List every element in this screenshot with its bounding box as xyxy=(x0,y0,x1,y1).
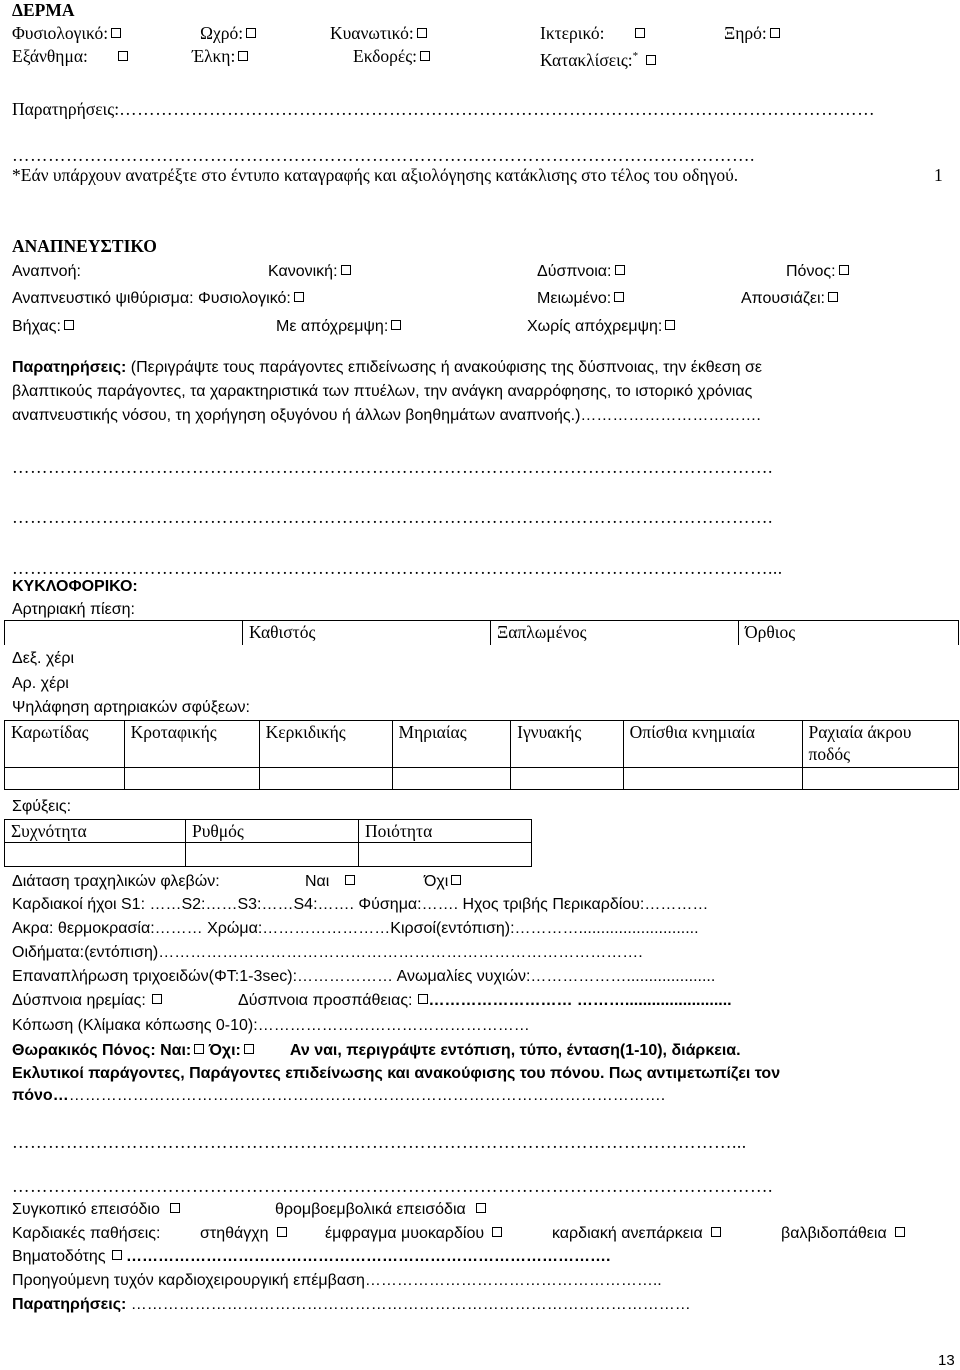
table-cell[interactable] xyxy=(5,621,243,645)
bp-right-arm-label: Δεξ. χέρι xyxy=(12,650,75,667)
chest-pain-notes-dots[interactable]: ………………………………………………………………………………………………………………. xyxy=(12,1176,773,1196)
bp-left-arm-label: Αρ. χέρι xyxy=(12,675,69,692)
angina-checkbox[interactable] xyxy=(277,1227,287,1237)
jvd-yes-option[interactable]: Ναι xyxy=(305,871,355,893)
respiratory-notes-line2: βλαπτικούς παράγοντες, τα χαρακτηριστικά των πτυέλων, την ανάγκη αναρρόφησης, το ιστορικό χρόνιας xyxy=(12,383,753,400)
pacemaker-option[interactable]: Βηματοδότης ………………………………………………………………………………. xyxy=(12,1248,611,1265)
skin-normal-checkbox[interactable] xyxy=(111,28,121,38)
table-row xyxy=(5,820,532,843)
dyspnea-checkbox[interactable] xyxy=(615,265,625,275)
valve-disease-option[interactable]: βαλβιδοπάθεια xyxy=(781,1223,905,1245)
footnote-reference: 1 xyxy=(934,165,943,185)
bp-header-standing: Όρθιος xyxy=(739,621,959,645)
cough-checkbox[interactable] xyxy=(64,320,74,330)
derma-heading: ΔΕΡΜΑ xyxy=(12,0,75,20)
table-row xyxy=(5,621,959,645)
pulse-posterior-tibial-header: Οπίσθια κνημιαία xyxy=(623,721,802,768)
respiratory-heading: ΑΝΑΠΝΕΥΣΤΙΚΟ xyxy=(12,236,157,256)
cardiac-surgery-line[interactable]: Προηγούμενη τυχόν καρδιοχειρουργική επέμβαση……………………………………………….. xyxy=(12,1272,662,1289)
asterisk-mark: * xyxy=(632,50,639,62)
ulcers-checkbox[interactable] xyxy=(238,51,248,61)
pressure-ulcers-checkbox[interactable] xyxy=(646,55,656,65)
table-cell[interactable] xyxy=(5,843,186,867)
dyspnea-rest-option[interactable]: Δύσπνοια ηρεμίας: xyxy=(12,990,162,1012)
heart-failure-checkbox[interactable] xyxy=(711,1227,721,1237)
derma-notes-line[interactable]: Παρατηρήσεις:……………………………………………………………………………………………………………… xyxy=(12,99,876,119)
respiratory-notes-dots[interactable]: ………………………………………………………………………………………………………………... xyxy=(12,558,783,578)
pressure-ulcers-option[interactable]: Κατακλίσεις:* xyxy=(540,45,656,71)
bp-header-sitting: Καθιστός xyxy=(243,621,491,645)
skin-jaundiced-checkbox[interactable] xyxy=(635,28,645,38)
pain-option[interactable]: Πόνος: xyxy=(786,261,849,283)
heart-failure-option[interactable]: καρδιακή ανεπάρκεια xyxy=(552,1223,721,1245)
valve-disease-checkbox[interactable] xyxy=(895,1227,905,1237)
table-cell[interactable] xyxy=(186,843,359,867)
table-cell[interactable] xyxy=(5,768,125,790)
pressure-ulcer-footnote: *Εάν υπάρχουν ανατρέξτε στο έντυπο καταγραφής και αξιολόγησης κατάκλισης στο τέλος του οδηγού. xyxy=(12,165,739,185)
pulse-palpation-label: Ψηλάφηση αρτηριακών σφύξεων: xyxy=(12,699,250,716)
dyspnea-option[interactable]: Δύσπνοια: xyxy=(537,261,625,283)
circulatory-remarks-line[interactable]: Παρατηρήσεις: …………………………………………………………………………………………… xyxy=(12,1296,691,1313)
pulse-rhythm-header: Ρυθμός xyxy=(186,820,359,843)
dry-cough-checkbox[interactable] xyxy=(665,320,675,330)
dyspnea-effort-option[interactable]: Δύσπνοια προσπάθειας: ……………………… ………........................ xyxy=(238,992,732,1009)
chest-pain-factors: Εκλυτικοί παράγοντες, Παράγοντες επιδείνωσης και ανακούφισης του πόνου. Πως αντιμετωπίζει τον xyxy=(12,1065,781,1082)
pain-checkbox[interactable] xyxy=(839,265,849,275)
ulcers-option[interactable]: Έλκη: xyxy=(192,45,248,67)
mi-option[interactable]: έμφραγμα μυοκαρδίου xyxy=(325,1223,502,1245)
thromboembolic-option[interactable]: θρομβοεμβολικά επεισόδια xyxy=(275,1199,486,1221)
pulse-dorsalis-pedis-header: Ραχιαία άκρου ποδός xyxy=(802,721,958,768)
angina-option[interactable]: στηθάγχη xyxy=(200,1223,287,1245)
skin-cyanotic-checkbox[interactable] xyxy=(417,28,427,38)
chest-pain-line[interactable]: Θωρακικός Πόνος: Ναι: Όχι: Αν ναι, περιγράψτε εντόπιση, τύπο, ένταση(1-10), διάρκεια. xyxy=(12,1042,741,1059)
breath-sounds-absent-option[interactable]: Απουσιάζει: xyxy=(741,288,838,310)
skin-jaundiced-option[interactable]: Ικτερικό: xyxy=(540,22,645,44)
table-cell[interactable] xyxy=(259,768,392,790)
breathing-normal-option[interactable]: Κανονική: xyxy=(268,261,351,283)
respiratory-notes-dots[interactable]: ………………………………………………………………………………………………………………. xyxy=(12,457,773,477)
breath-sounds-absent-checkbox[interactable] xyxy=(828,292,838,302)
fatigue-line[interactable]: Κόπωση (Κλίμακα κόπωσης 0-10):…………………………………………… xyxy=(12,1017,530,1034)
pulse-quality-header: Ποιότητα xyxy=(359,820,532,843)
pacemaker-checkbox[interactable] xyxy=(112,1250,122,1260)
table-row xyxy=(5,843,532,867)
bp-header-lying: Ξαπλωμένος xyxy=(491,621,739,645)
pulse-femoral-header: Μηριαίας xyxy=(392,721,511,768)
thromboembolic-checkbox[interactable] xyxy=(476,1203,486,1213)
pulses-table xyxy=(4,819,532,867)
abrasions-option[interactable]: Εκδορές: xyxy=(353,45,430,67)
table-cell[interactable] xyxy=(124,768,259,790)
blood-pressure-table xyxy=(4,620,959,645)
pulses-label: Σφύξεις: xyxy=(12,798,72,815)
jvd-label: Διάταση τραχηλικών φλεβών: xyxy=(12,873,220,890)
cardiac-conditions-label: Καρδιακές παθήσεις: xyxy=(12,1225,161,1242)
page-number: 13 xyxy=(938,1352,955,1369)
chest-pain-no-checkbox[interactable] xyxy=(244,1044,254,1054)
breath-sounds-reduced-checkbox[interactable] xyxy=(614,292,624,302)
abrasions-checkbox[interactable] xyxy=(420,51,430,61)
skin-normal-option[interactable]: Φυσιολογικό: xyxy=(12,22,121,44)
pulse-rate-header: Συχνότητα xyxy=(5,820,186,843)
chest-pain-yes-checkbox[interactable] xyxy=(194,1044,204,1054)
respiratory-notes-line3[interactable]: αναπνευστικής νόσου, τη χορήγηση οξυγόνου ή άλλων βοηθημάτων αναπνοής.)……………………………. xyxy=(12,407,761,424)
jvd-no-option[interactable]: Όχι xyxy=(424,871,461,893)
productive-cough-option[interactable]: Με απόχρεμψη: xyxy=(276,316,401,338)
breathing-normal-checkbox[interactable] xyxy=(341,265,351,275)
skin-dry-checkbox[interactable] xyxy=(770,28,780,38)
breath-sounds-normal-option[interactable]: Αναπνευστικό ψιθύρισμα: Φυσιολογικό: xyxy=(12,288,304,310)
rash-checkbox[interactable] xyxy=(118,51,128,61)
breath-sounds-reduced-option[interactable]: Μειωμένο: xyxy=(537,288,624,310)
breathing-label: Αναπνοή: xyxy=(12,263,81,280)
dry-cough-option[interactable]: Χωρίς απόχρεμψη: xyxy=(527,316,675,338)
syncope-checkbox[interactable] xyxy=(170,1203,180,1213)
skin-pale-option[interactable]: Ωχρό: xyxy=(200,22,256,44)
skin-pale-checkbox[interactable] xyxy=(246,28,256,38)
circulatory-heading: ΚΥΚΛΟΦΟΡΙΚΟ: xyxy=(12,578,138,595)
chest-pain-notes-dots[interactable]: …………………………………………………………………………………………………………... xyxy=(12,1132,747,1152)
pulse-temporal-header: Κροταφικής xyxy=(124,721,259,768)
dyspnea-effort-checkbox[interactable] xyxy=(418,994,428,1004)
jvd-no-checkbox[interactable] xyxy=(451,875,461,885)
table-row xyxy=(5,768,959,790)
chest-pain-notes-line[interactable]: πόνο……………………………………………………………………………………………………. xyxy=(12,1087,666,1104)
extremities-line[interactable]: Ακρα: θερμοκρασία:……… Χρώμα:……………………Κιρσοί(εντόπιση):…………........................... xyxy=(12,920,699,937)
table-cell[interactable] xyxy=(623,768,802,790)
pulse-carotid-header: Καρωτίδας xyxy=(5,721,125,768)
skin-dry-option[interactable]: Ξηρό: xyxy=(724,22,780,44)
table-cell[interactable] xyxy=(802,768,958,790)
breath-sounds-normal-checkbox[interactable] xyxy=(294,292,304,302)
pulse-popliteal-header: Ιγνυακής xyxy=(511,721,623,768)
respiratory-notes-line1: Παρατηρήσεις: (Περιγράψτε τους παράγοντες επιδείνωσης ή ανακούφισης της δύσπνοιας, την έκθεση σε xyxy=(12,359,762,376)
table-cell[interactable] xyxy=(359,843,532,867)
table-cell[interactable] xyxy=(392,768,511,790)
jvd-yes-checkbox[interactable] xyxy=(345,875,355,885)
heart-sounds-line[interactable]: Καρδιακοί ήχοι S1: ……S2:……S3:……S4:……. Φύσημα:……. Ηχος τριβής Περικαρδίου:………… xyxy=(12,896,709,913)
blood-pressure-label: Αρτηριακή πίεση: xyxy=(12,601,135,618)
pulse-radial-header: Κερκιδικής xyxy=(259,721,392,768)
rash-option[interactable]: Εξάνθημα: xyxy=(12,45,128,67)
edema-line[interactable]: Οιδήματα:(εντόπιση)………………………………………………………………………………. xyxy=(12,944,643,961)
cough-option[interactable]: Βήχας: xyxy=(12,316,74,338)
productive-cough-checkbox[interactable] xyxy=(391,320,401,330)
table-cell[interactable] xyxy=(511,768,623,790)
syncope-option[interactable]: Συγκοπικό επεισόδιο xyxy=(12,1199,180,1221)
table-row xyxy=(5,721,959,768)
dyspnea-rest-checkbox[interactable] xyxy=(152,994,162,1004)
skin-cyanotic-option[interactable]: Κυανωτικό: xyxy=(330,22,427,44)
pulse-palpation-table xyxy=(4,720,959,790)
respiratory-notes-dots[interactable]: ………………………………………………………………………………………………………………. xyxy=(12,507,773,527)
derma-notes-dots[interactable]: ……………………………………………………………………………………………………………. xyxy=(12,145,755,165)
capillary-refill-line[interactable]: Επαναπλήρωση τριχοειδών(ΦΤ:1-3sec):……………… Ανωμαλίες νυχιών:……………….................... xyxy=(12,968,716,985)
mi-checkbox[interactable] xyxy=(492,1227,502,1237)
